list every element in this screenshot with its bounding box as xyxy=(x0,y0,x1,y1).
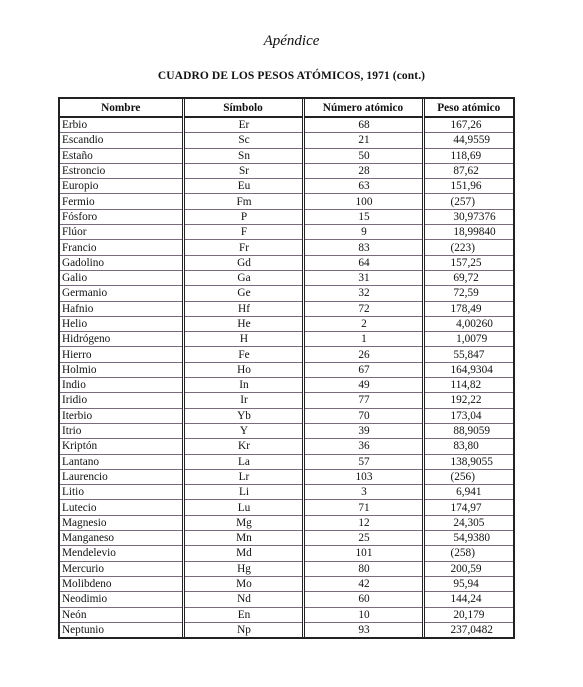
element-name: Molibdeno xyxy=(60,576,183,591)
element-name: Iridio xyxy=(60,393,183,408)
element-name: Hafnio xyxy=(60,301,183,316)
atomic-number: 10 xyxy=(303,607,423,622)
element-symbol: F xyxy=(183,225,303,240)
page-header: Apéndice xyxy=(263,33,320,49)
atomic-weight: 44,9559 xyxy=(423,133,513,148)
atomic-weight: 164,9304 xyxy=(423,362,513,377)
element-symbol: Fe xyxy=(183,347,303,362)
atomic-number: 80 xyxy=(303,561,423,576)
table-row xyxy=(60,576,513,591)
element-name: Indio xyxy=(60,378,183,393)
atomic-number: 21 xyxy=(303,133,423,148)
atomic-number: 9 xyxy=(303,225,423,240)
table-row xyxy=(60,179,513,194)
element-symbol: Lr xyxy=(183,469,303,484)
atomic-number: 28 xyxy=(303,163,423,178)
atomic-weight: 114,82 xyxy=(423,378,513,393)
element-name: Holmio xyxy=(60,362,183,377)
table-row xyxy=(60,546,513,561)
element-symbol: Mn xyxy=(183,531,303,546)
atomic-number: 15 xyxy=(303,209,423,224)
table-row xyxy=(60,148,513,163)
element-name: Fermio xyxy=(60,194,183,209)
atomic-weight: 157,25 xyxy=(423,255,513,270)
atomic-weight: 192,22 xyxy=(423,393,513,408)
atomic-weight: (258) xyxy=(423,546,513,561)
table-row xyxy=(60,301,513,316)
element-name: Erbio xyxy=(60,117,183,133)
atomic-weight: 118,69 xyxy=(423,148,513,163)
atomic-weight: 6,941 xyxy=(423,485,513,500)
column-header-numero-atomico: Número atómico xyxy=(303,99,423,117)
element-name: Litio xyxy=(60,485,183,500)
element-symbol: Np xyxy=(183,622,303,637)
element-name: Fósforo xyxy=(60,209,183,224)
atomic-weight: 151,96 xyxy=(423,179,513,194)
table-row xyxy=(60,332,513,347)
table-row xyxy=(60,209,513,224)
atomic-weight: 144,24 xyxy=(423,592,513,607)
element-symbol: Sc xyxy=(183,133,303,148)
element-name: Mercurio xyxy=(60,561,183,576)
table-row xyxy=(60,316,513,331)
table-row xyxy=(60,408,513,423)
atomic-number: 1 xyxy=(303,332,423,347)
table-row xyxy=(60,439,513,454)
atomic-weight: 138,9055 xyxy=(423,454,513,469)
element-name: Germanio xyxy=(60,286,183,301)
table-row xyxy=(60,225,513,240)
element-symbol: P xyxy=(183,209,303,224)
atomic-weight: 1,0079 xyxy=(423,332,513,347)
element-symbol: Li xyxy=(183,485,303,500)
element-name: Helio xyxy=(60,316,183,331)
atomic-weights-table-frame xyxy=(58,97,515,639)
atomic-number: 72 xyxy=(303,301,423,316)
atomic-weights-table xyxy=(60,99,513,637)
element-name: Hierro xyxy=(60,347,183,362)
atomic-number: 67 xyxy=(303,362,423,377)
element-symbol: Hf xyxy=(183,301,303,316)
element-symbol: Er xyxy=(183,117,303,133)
element-symbol: Y xyxy=(183,423,303,438)
column-header-simbolo: Símbolo xyxy=(183,99,303,117)
atomic-weight: 173,04 xyxy=(423,408,513,423)
atomic-weight: 174,97 xyxy=(423,500,513,515)
element-name: Itrio xyxy=(60,423,183,438)
atomic-number: 36 xyxy=(303,439,423,454)
atomic-number: 57 xyxy=(303,454,423,469)
atomic-weight: 20,179 xyxy=(423,607,513,622)
table-row xyxy=(60,454,513,469)
atomic-weight: 237,0482 xyxy=(450,623,493,636)
element-name: Mendelevio xyxy=(60,546,183,561)
table-row xyxy=(60,561,513,576)
atomic-weight: 55,847 xyxy=(423,347,513,362)
element-name: Escandio xyxy=(60,133,183,148)
column-header-nombre: Nombre xyxy=(60,99,183,117)
table-row xyxy=(60,117,513,133)
element-symbol: Eu xyxy=(183,179,303,194)
atomic-number: 83 xyxy=(303,240,423,255)
atomic-number: 63 xyxy=(303,179,423,194)
element-symbol: Sr xyxy=(183,163,303,178)
atomic-number: 77 xyxy=(303,393,423,408)
element-symbol: Nd xyxy=(183,592,303,607)
atomic-number: 93 xyxy=(303,622,423,637)
element-name: Estroncio xyxy=(60,163,183,178)
atomic-weight: 178,49 xyxy=(423,301,513,316)
atomic-number: 100 xyxy=(303,194,423,209)
element-symbol: Gd xyxy=(183,255,303,270)
element-symbol: Fr xyxy=(183,240,303,255)
atomic-number: 101 xyxy=(303,546,423,561)
table-row xyxy=(60,362,513,377)
element-name: Kriptón xyxy=(60,439,183,454)
atomic-number: 42 xyxy=(303,576,423,591)
atomic-weight: 24,305 xyxy=(423,515,513,530)
element-name: Neptunio xyxy=(60,622,183,637)
atomic-number: 3 xyxy=(303,485,423,500)
table-row xyxy=(60,531,513,546)
table-row xyxy=(60,378,513,393)
atomic-number: 25 xyxy=(303,531,423,546)
table-row xyxy=(60,607,513,622)
table-row xyxy=(60,469,513,484)
atomic-weight: (257) xyxy=(423,194,513,209)
atomic-weight: 95,94 xyxy=(423,576,513,591)
element-symbol: In xyxy=(183,378,303,393)
atomic-number: 60 xyxy=(303,592,423,607)
atomic-number: 64 xyxy=(303,255,423,270)
element-symbol: Kr xyxy=(183,439,303,454)
atomic-number: 39 xyxy=(303,423,423,438)
element-name: Lutecio xyxy=(60,500,183,515)
column-header-peso-atomico: Peso atómico xyxy=(423,99,513,117)
element-symbol: En xyxy=(183,607,303,622)
atomic-weight: 72,59 xyxy=(423,286,513,301)
element-symbol: Lu xyxy=(183,500,303,515)
element-name: Francio xyxy=(60,240,183,255)
element-symbol: Hg xyxy=(183,561,303,576)
element-name: Neón xyxy=(60,607,183,622)
table-row xyxy=(60,485,513,500)
table-row xyxy=(60,347,513,362)
element-name: Laurencio xyxy=(60,469,183,484)
atomic-number: 2 xyxy=(303,316,423,331)
atomic-number: 32 xyxy=(303,286,423,301)
atomic-weight: 69,72 xyxy=(423,270,513,285)
table-row xyxy=(60,423,513,438)
element-name: Europio xyxy=(60,179,183,194)
atomic-number: 31 xyxy=(303,270,423,285)
element-symbol: Yb xyxy=(183,408,303,423)
atomic-weight: 83,80 xyxy=(423,439,513,454)
element-name: Hidrógeno xyxy=(60,332,183,347)
element-symbol: Ir xyxy=(183,393,303,408)
atomic-weight: 167,26 xyxy=(423,117,513,133)
atomic-weight: 4,00260 xyxy=(423,316,513,331)
atomic-number: 26 xyxy=(303,347,423,362)
table-row xyxy=(60,622,513,637)
element-symbol: Ge xyxy=(183,286,303,301)
atomic-number: 50 xyxy=(303,148,423,163)
atomic-number: 70 xyxy=(303,408,423,423)
atomic-weight: 200,59 xyxy=(423,561,513,576)
table-row xyxy=(60,500,513,515)
element-symbol: Md xyxy=(183,546,303,561)
atomic-number: 103 xyxy=(303,469,423,484)
table-header-row xyxy=(60,99,513,117)
element-symbol: H xyxy=(183,332,303,347)
table-row xyxy=(60,286,513,301)
table-row xyxy=(60,393,513,408)
element-name: Galio xyxy=(60,270,183,285)
atomic-number: 12 xyxy=(303,515,423,530)
atomic-number: 71 xyxy=(303,500,423,515)
element-name: Lantano xyxy=(60,454,183,469)
table-row xyxy=(60,592,513,607)
element-name: Flúor xyxy=(60,225,183,240)
atomic-weight: 88,9059 xyxy=(423,423,513,438)
table-row xyxy=(60,270,513,285)
atomic-weight: 87,62 xyxy=(423,163,513,178)
element-symbol: He xyxy=(183,316,303,331)
element-symbol: Sn xyxy=(183,148,303,163)
atomic-number: 49 xyxy=(303,378,423,393)
table-title: CUADRO DE LOS PESOS ATÓMICOS, 1971 (cont.) xyxy=(157,70,426,82)
element-name: Manganeso xyxy=(60,531,183,546)
atomic-weight: (223) xyxy=(423,240,513,255)
element-symbol: Mg xyxy=(183,515,303,530)
table-row xyxy=(60,194,513,209)
element-symbol: Ga xyxy=(183,270,303,285)
element-name: Gadolino xyxy=(60,255,183,270)
table-row xyxy=(60,255,513,270)
table-row xyxy=(60,515,513,530)
table-row xyxy=(60,163,513,178)
atomic-number: 68 xyxy=(303,117,423,133)
table-body xyxy=(60,117,513,637)
element-symbol: Mo xyxy=(183,576,303,591)
atomic-weight: 30,97376 xyxy=(423,209,513,224)
element-name: Estaño xyxy=(60,148,183,163)
atomic-weight: 18,99840 xyxy=(423,225,513,240)
element-name: Iterbio xyxy=(60,408,183,423)
element-name: Neodimio xyxy=(60,592,183,607)
atomic-weight: (256) xyxy=(423,469,513,484)
table-row xyxy=(60,240,513,255)
element-symbol: Ho xyxy=(183,362,303,377)
atomic-weight: 54,9380 xyxy=(423,531,513,546)
element-name: Magnesio xyxy=(60,515,183,530)
element-symbol: La xyxy=(183,454,303,469)
table-row xyxy=(60,133,513,148)
element-symbol: Fm xyxy=(183,194,303,209)
